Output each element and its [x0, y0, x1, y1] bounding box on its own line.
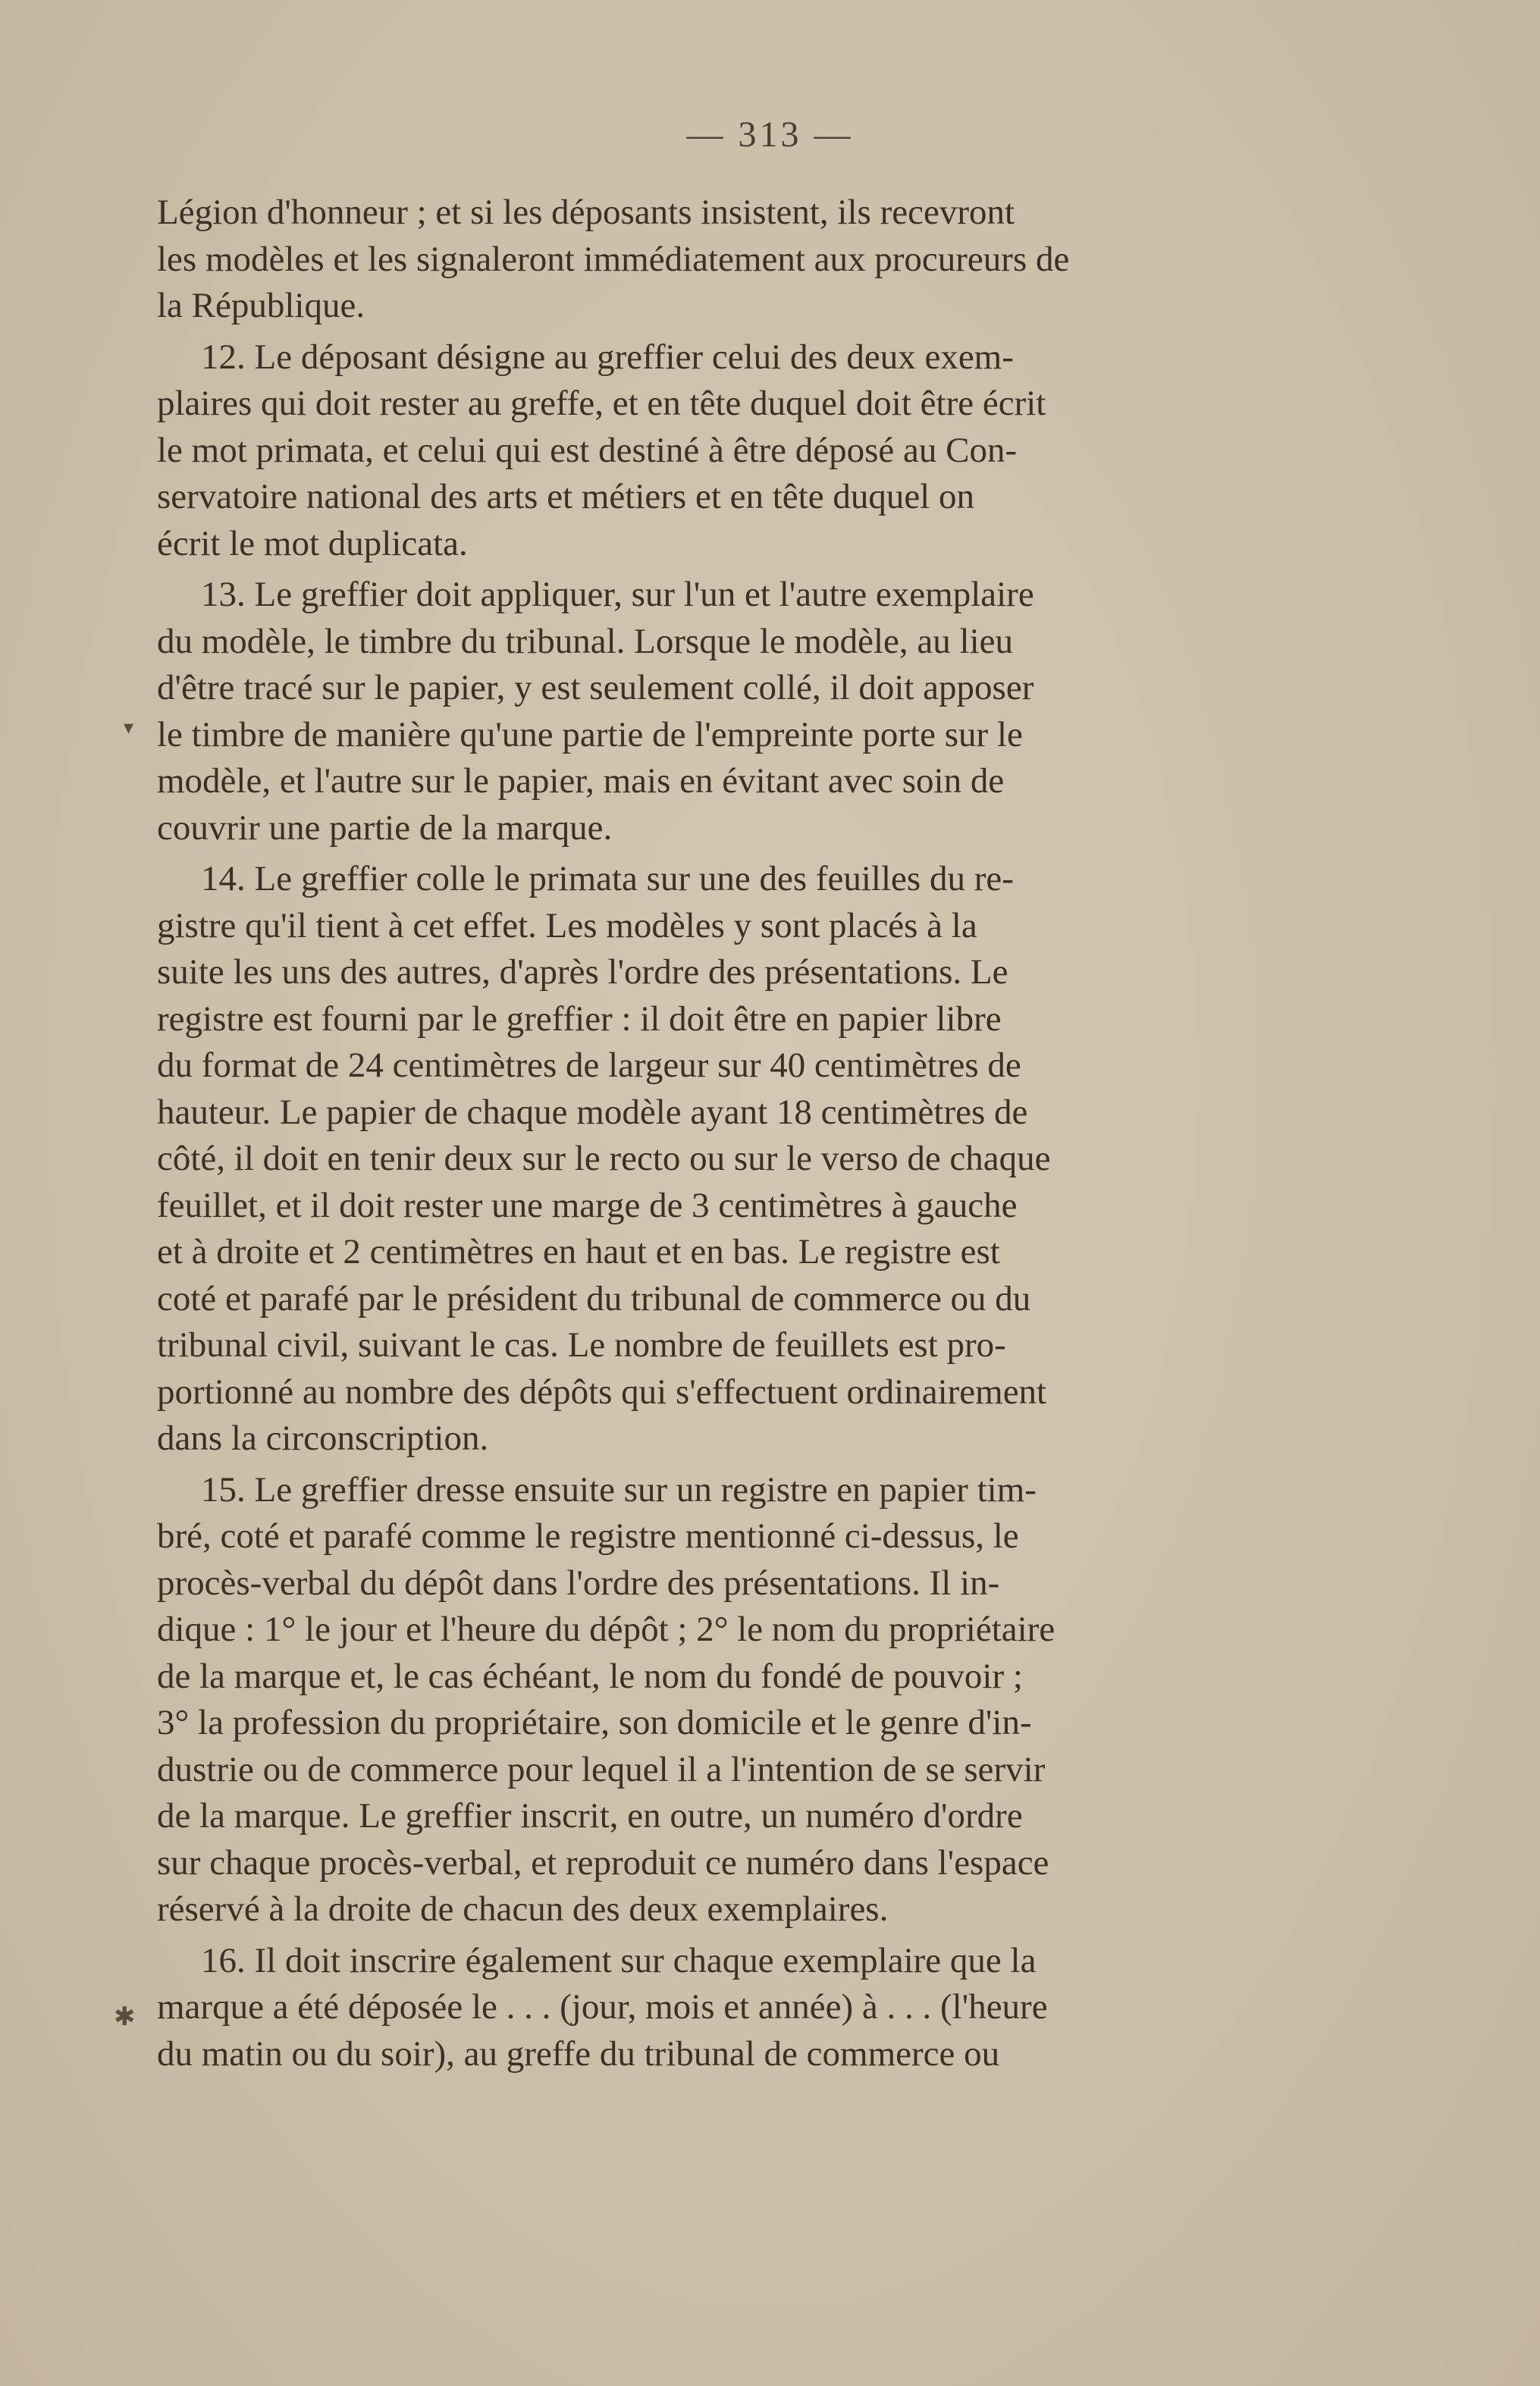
text-line: le timbre de manière qu'une partie de l'empreinte porte sur le — [157, 714, 1023, 754]
paragraph-article-13 — [157, 572, 1335, 851]
margin-asterisk-mark: ✱ — [114, 2003, 136, 2031]
text-line: marque a été déposée le . . . (jour, mois et année) à . . . (l'heure — [157, 1987, 1048, 2027]
paragraph-continuation — [157, 190, 1335, 330]
text-line: registre est fourni par le greffier : il doit être en papier libre — [157, 999, 1002, 1039]
text-line: le mot primata, et celui qui est destiné à être déposé au Con- — [157, 430, 1018, 470]
paragraph-article-16 — [157, 1938, 1335, 2078]
text-line: tribunal civil, suivant le cas. Le nombre de feuillets est pro- — [157, 1325, 1006, 1365]
text-line: la République. — [157, 286, 365, 325]
paragraph-article-14 — [157, 856, 1335, 1463]
text-line: et à droite et 2 centimètres en haut et en bas. Le registre est — [157, 1232, 1000, 1271]
text-line: dans la circonscription. — [157, 1419, 489, 1458]
paragraph-article-15 — [157, 1467, 1335, 1933]
text-line: 13. Le greffier doit appliquer, sur l'un et l'autre exemplaire — [201, 575, 1034, 614]
text-line: plaires qui doit rester au greffe, et en tête duquel doit être écrit — [157, 384, 1046, 423]
text-line: du matin ou du soir), au greffe du tribunal de commerce ou — [157, 2033, 1000, 2074]
text-line: bré, coté et parafé comme le registre mentionné ci-dessus, le — [157, 1516, 1019, 1556]
text-line: 15. Le greffier dresse ensuite sur un registre en papier tim- — [201, 1469, 1037, 1510]
text-line: 16. Il doit inscrire également sur chaque exemplaire que la — [201, 1940, 1037, 1980]
text-line: de la marque. Le greffier inscrit, en outre, un numéro d'ordre — [157, 1796, 1023, 1836]
text-line: 12. Le déposant désigne au greffier celui des deux exem- — [201, 337, 1014, 377]
text-line: les modèles et les signaleront immédiatement aux procureurs de — [157, 239, 1070, 279]
text-line: suite les uns des autres, d'après l'ordre des présentations. Le — [157, 952, 1008, 992]
text-line: du format de 24 centimètres de largeur sur 40 centimètres de — [157, 1046, 1021, 1085]
text-line: d'être tracé sur le papier, y est seulement collé, il doit apposer — [157, 668, 1034, 707]
text-line: côté, il doit en tenir deux sur le recto ou sur le verso de chaque — [157, 1139, 1051, 1178]
body-text — [157, 190, 1335, 2082]
text-line: écrit le mot duplicata. — [157, 523, 468, 563]
text-line: modèle, et l'autre sur le papier, mais en évitant avec soin de — [157, 761, 1005, 801]
text-line: réservé à la droite de chacun des deux exemplaires. — [157, 1889, 889, 1929]
text-line: hauteur. Le papier de chaque modèle ayant 18 centimètres de — [157, 1092, 1028, 1132]
text-line: servatoire national des arts et métiers et en tête duquel on — [157, 477, 974, 516]
text-line: de la marque et, le cas échéant, le nom du fondé de pouvoir ; — [157, 1656, 1023, 1696]
text-line: sur chaque procès-verbal, et reproduit ce numéro dans l'espace — [157, 1842, 1049, 1883]
text-line: du modèle, le timbre du tribunal. Lorsque le modèle, au lieu — [157, 621, 1013, 661]
paragraph-article-12 — [157, 334, 1335, 568]
text-line: 3° la profession du propriétaire, son domicile et le genre d'in- — [157, 1703, 1032, 1742]
text-line: dustrie ou de commerce pour lequel il a l'intention de se servir — [157, 1749, 1046, 1789]
text-line: dique : 1° le jour et l'heure du dépôt ; 2° le nom du propriétaire — [157, 1610, 1055, 1649]
page-number: — 313 — — [686, 114, 854, 155]
text-line: 14. Le greffier colle le primata sur une des feuilles du re- — [201, 859, 1014, 898]
margin-tick-mark: ▾ — [124, 716, 134, 738]
text-line: Légion d'honneur ; et si les déposants insistent, ils recevront — [157, 193, 1015, 232]
text-line: portionné au nombre des dépôts qui s'effectuent ordinairement — [157, 1372, 1047, 1412]
text-line: gistre qu'il tient à cet effet. Les modèles y sont placés à la — [157, 905, 977, 945]
text-line: procès-verbal du dépôt dans l'ordre des présentations. Il in- — [157, 1563, 1000, 1603]
text-line: coté et parafé par le président du tribunal de commerce ou du — [157, 1278, 1031, 1318]
text-line: couvrir une partie de la marque. — [157, 807, 613, 848]
text-line: feuillet, et il doit rester une marge de 3 centimètres à gauche — [157, 1185, 1018, 1225]
